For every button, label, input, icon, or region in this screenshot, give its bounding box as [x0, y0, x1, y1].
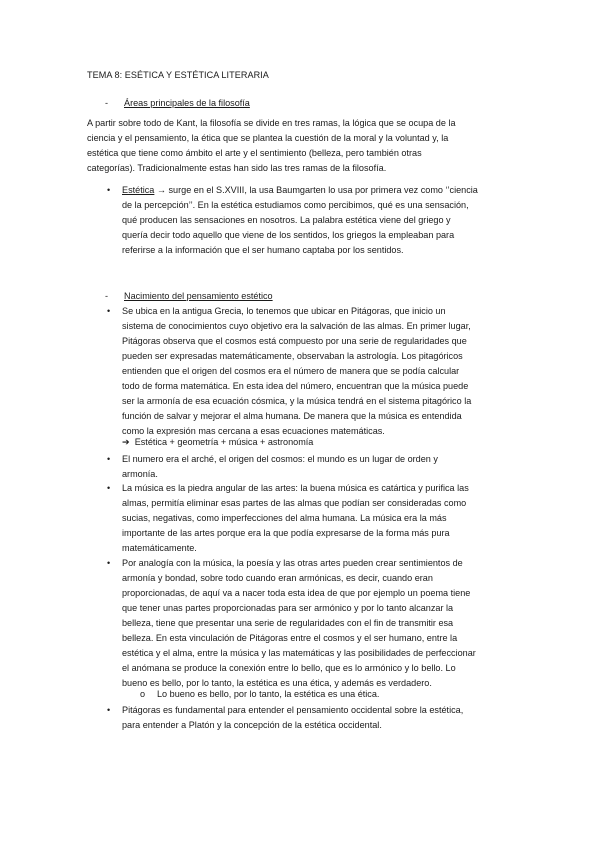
estetica-term: Estética	[122, 185, 155, 195]
pitagoras-paragraph	[122, 304, 471, 439]
paragraph-line: pueden ser expresadas matemáticamente, observaban la astrología. Los pitagóricos	[122, 351, 463, 361]
paragraph-line: almas, permitía eliminar esas partes de las almas que podían ser consideradas como	[122, 498, 467, 508]
paragraph-line: qué producen las sensaciones en nosotros. La palabra estética viene del griego y	[122, 215, 451, 225]
paragraph-line: quería decir todo aquello que viene de los sentidos, los griegos la empleaban para	[122, 230, 455, 240]
paragraph-line: Por analogía con la música, la poesía y las otras artes pueden crear sentimientos de	[122, 558, 463, 568]
paragraph-line: Se ubica en la antigua Grecia, lo tenemos que ubicar en Pitágoras, que inicio un	[122, 306, 446, 316]
paragraph-line: armonía y bondad, sobre todo cuando eran armónicas, es decir, cuando eran	[122, 573, 433, 583]
arrow-right-icon: ➔	[122, 437, 130, 447]
paragraph-line: estética y el alma, entre la música y las matemáticas y las posibilidades de perfeccionar	[122, 648, 476, 658]
paragraph-line: como la expresión mas cercana a esas ecuaciones matemáticas.	[122, 426, 385, 436]
page-title: TEMA 8: ESÉTICA Y ESTÉTICA LITERARIA	[87, 70, 269, 80]
paragraph-line: proporcionadas, de aquí va a nacer toda esta idea de que por ejemplo un poema tiene	[122, 588, 471, 598]
section-heading-text: Nacimiento del pensamiento estético	[124, 291, 273, 301]
paragraph-line: todo de forma matemática. En esta idea del número, encuentran que la música puede	[122, 381, 469, 391]
paragraph-line: La música es la piedra angular de las artes: la buena música es catártica y purifica las	[122, 483, 469, 493]
arrow-summary	[122, 435, 313, 450]
estetica-paragraph	[122, 183, 478, 258]
fundamental-paragraph	[122, 703, 463, 733]
paragraph-line: ser la armonía de esa ecuación cósmica, y la música tendrá en el sistema pitagórico la	[122, 396, 472, 406]
dash-marker: -	[105, 98, 109, 108]
paragraph-line: Pitágoras observa que el cosmos está compuesto por una serie de regularidades que	[122, 336, 467, 346]
paragraph-line: de la percepción’’. En la estética estudiamos como percibimos, qué es una sensación,	[122, 200, 469, 210]
intro-paragraph	[87, 116, 522, 176]
bullet-marker: •	[107, 454, 111, 464]
paragraph-line: ciencia y el pensamiento, la ética que se plantea la cuestión de la moral y la voluntad y, la	[87, 133, 449, 143]
paragraph-line: categorías). Tradicionalmente estas han sido las tres ramas de la filosofía.	[87, 163, 387, 173]
numero-paragraph	[122, 452, 438, 482]
sub-bullet-marker: o	[140, 689, 146, 699]
paragraph-line: función de salvar y mejorar el alma humana. De manera que la música es entendida	[122, 411, 462, 421]
paragraph-line: Pitágoras es fundamental para entender el pensamiento occidental sobre la estética,	[122, 705, 464, 715]
paragraph-line: belleza. En esta vinculación de Pitágoras entre el cosmos y el ser humano, entre la	[122, 633, 458, 643]
bullet-marker: •	[107, 185, 111, 195]
paragraph-line: para entender a Platón y la concepción de la estética occidental.	[122, 720, 382, 730]
section-heading-text: Áreas principales de la filosofía	[124, 98, 250, 108]
bullet-marker: •	[107, 705, 111, 715]
paragraph-line: entienden que el origen del cosmos era el número de manera que se podía calcular	[122, 366, 460, 376]
bullet-marker: •	[107, 483, 111, 493]
bullet-marker: •	[107, 558, 111, 568]
paragraph-line: sistema de conocimientos cuyo objetivo era la salvación de las almas. En primer lugar,	[122, 321, 471, 331]
paragraph-line: El numero era el arché, el origen del cosmos: el mundo es un lugar de orden y	[122, 454, 438, 464]
paragraph-line: armonía.	[122, 469, 158, 479]
paragraph-line: estética que tiene como ámbito el arte y el sentimiento (belleza, pero también otras	[87, 148, 422, 158]
paragraph-line: importante de las artes porque era la que podía expresarse de la forma más pura	[122, 528, 450, 538]
bullet-marker: •	[107, 306, 111, 316]
paragraph-line: referirse a la información que el ser humano captaba por los sentidos.	[122, 245, 404, 255]
paragraph-line	[122, 183, 478, 198]
estetica-first-line: → surge en el S.XVIII, la usa Baumgarten lo usa por primera vez como ‘’ciencia	[154, 185, 478, 195]
paragraph-line: que tener unas partes proporcionadas para ser armónico y por lo tanto alcanzar la	[122, 603, 454, 613]
paragraph-line: bueno es bello, por lo tanto, la estética es una ética, y además es verdadero.	[122, 678, 432, 688]
dash-marker: -	[105, 291, 109, 301]
paragraph-line: matemáticamente.	[122, 543, 197, 553]
arrow-summary-text: Estética + geometría + música + astronomía	[134, 437, 314, 447]
paragraph-line: A partir sobre todo de Kant, la filosofía se divide en tres ramas, la lógica que se ocupa de la	[87, 118, 456, 128]
paragraph-line: el anómana se produce la conexión entre lo bello, que es lo armónico y lo bello. Lo	[122, 663, 456, 673]
analogia-paragraph	[122, 556, 476, 691]
musica-paragraph	[122, 481, 469, 556]
paragraph-line: belleza, tiene que presentar una serie de regularidades con el fin de transmitir esa	[122, 618, 454, 628]
paragraph-line: sucias, negativas, como imperfecciones del alma humana. La música era la más	[122, 513, 447, 523]
sub-bullet-text: Lo bueno es bello, por lo tanto, la estética es una ética.	[157, 689, 380, 699]
